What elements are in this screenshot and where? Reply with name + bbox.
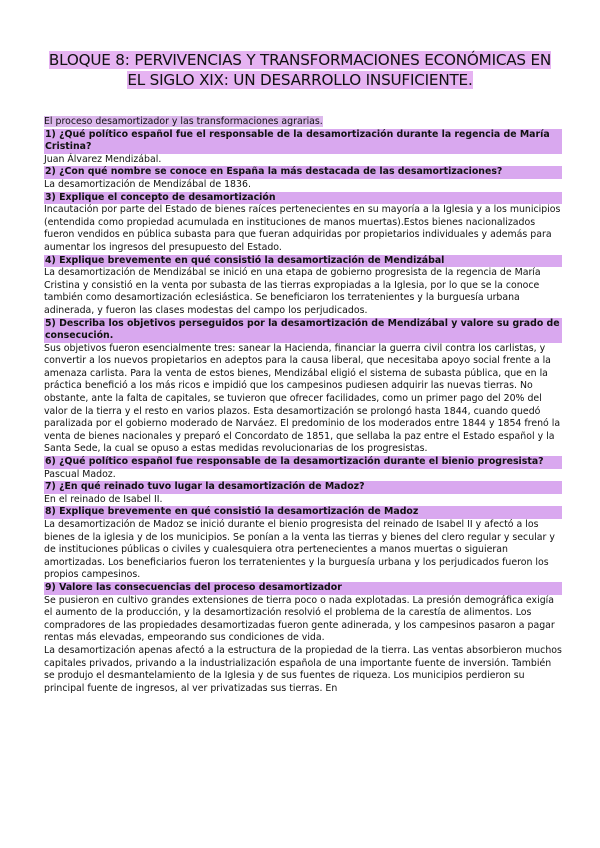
question-1: 1) ¿Qué político español fue el responsable de la desamortización durante la regencia de María Cristina? (44, 129, 562, 154)
question-5: 5) Describa los objetivos perseguidos por la desamortización de Mendizábal y valore su grado de consecución. (44, 318, 562, 343)
answer-8: La desamortización de Madoz se inició durante el bienio progresista del reinado de Isabel II y afectó a los bienes de la iglesia y de los municipios. Se ponían a la venta las tierras y bienes del clero regular y secular y de instituciones públicas o civiles y cualesquiera otra pertenecientes a manos muertas o siguieran amortizadas. Los beneficiarios fueron los terratenientes y la burguesía urbana y los perjudicados fueron los propios campesinos. (44, 519, 555, 581)
answer-9-paragraph-2: La desamortización apenas afectó a la estructura de la propiedad de la tierra. Las ventas absorbieron muchos capitales privados, privando a la industrialización española de una importante fuente de inversión. También se produjo el desmantelamiento de la Iglesia y de sus fuentes de riqueza. Los municipios perdieron su principal fuente de ingresos, al ver privatizadas sus tierras. En (44, 644, 562, 694)
title-line-1: BLOQUE 8: PERVIVENCIAS Y TRANSFORMACIONES ECONÓMICAS EN (48, 51, 552, 69)
answer-3: Incautación por parte del Estado de bienes raíces pertenecientes en su mayoría a la Iglesia y a los municipios (entendida como propiedad acumulada en instituciones de manos muertas).Estos bienes nacionalizados fueron vendidos en pública subasta para que fueran adquiridas por propietarios individuales y además para aumentar los ingresos del presupuesto del Estado. (44, 204, 561, 253)
question-4: 4) Explique brevemente en qué consistió la desamortización de Mendizábal (44, 255, 562, 268)
answer-4: La desamortización de Mendizábal se inició en una etapa de gobierno progresista de la regencia de María Cristina y consistió en la venta por subasta de las tierras expropiadas a la Iglesia, por lo que se la conoce también como desamortización eclesiástica. Se beneficiaron los terratenientes y la burguesía urbana adinerada, y fueron las clases modestas del campo los perjudicados. (44, 267, 541, 316)
section-heading: El proceso desamortizador y las transformaciones agrarias. (44, 116, 323, 127)
answer-6: Pascual Madoz. (44, 468, 116, 480)
question-2: 2) ¿Con qué nombre se conoce en España la más destacada de las desamortizaciones? (44, 166, 562, 179)
answer-5: Sus objetivos fueron esencialmente tres: sanear la Hacienda, financiar la guerra civil contra los carlistas, y convertir a los nuevos propietarios en adeptos para la causa liberal, que necesitaba apoyo social frente a la amenaza carlista. Para la venta de estos bienes, Mendizábal eligió el sistema de subasta pública, que en la práctica benefició a los más ricos e impidió que los campesinos pudiesen adquirir las nuevas tierras. No obstante, ante la falta de capitales, se tuvieron que ofrecer facilidades, como un primer pago del 20% del valor de la tierra y el resto en varios plazos. Esta desamortización se prolongó hasta 1844, cuando quedó paralizada por el gobierno moderado de Narváez. El predominio de los moderados entre 1844 y 1854 frenó la venta de bienes nacionales y preparó el Concordato de 1851, que sellaba la paz entre el Estado español y la Santa Sede, la cual se opuso a estas medidas revolucionarias de los progresistas. (44, 342, 561, 455)
page-title (30, 50, 570, 90)
answer-9-paragraph-1: Se pusieron en cultivo grandes extensiones de tierra poco o nada explotadas. La presión demográfica exigía el aumento de la producción, y la desamortización resolvió el problema de la carestía de alimentos. Los compradores de las propiedades desamortizadas fueron gente adinerada, y los campesinos pasaron a pagar rentas más elevadas, empeorando sus condiciones de vida. (44, 594, 555, 644)
document-body (44, 116, 562, 695)
answer-1: Juan Álvarez Mendizábal. (44, 153, 162, 165)
question-3: 3) Explique el concepto de desamortización (44, 192, 562, 205)
answer-7: En el reinado de Isabel II. (44, 493, 163, 505)
question-9: 9) Valore las consecuencias del proceso desamortizador (44, 582, 562, 595)
question-6: 6) ¿Qué político español fue responsable de la desamortización durante el bienio progresista? (44, 456, 562, 469)
answer-2: La desamortización de Mendizábal de 1836. (44, 178, 251, 190)
question-7: 7) ¿En qué reinado tuvo lugar la desamortización de Madoz? (44, 481, 562, 494)
question-8: 8) Explique brevemente en qué consistió la desamortización de Madoz (44, 506, 562, 519)
title-line-2: EL SIGLO XIX: UN DESARROLLO INSUFICIENTE. (127, 71, 473, 89)
